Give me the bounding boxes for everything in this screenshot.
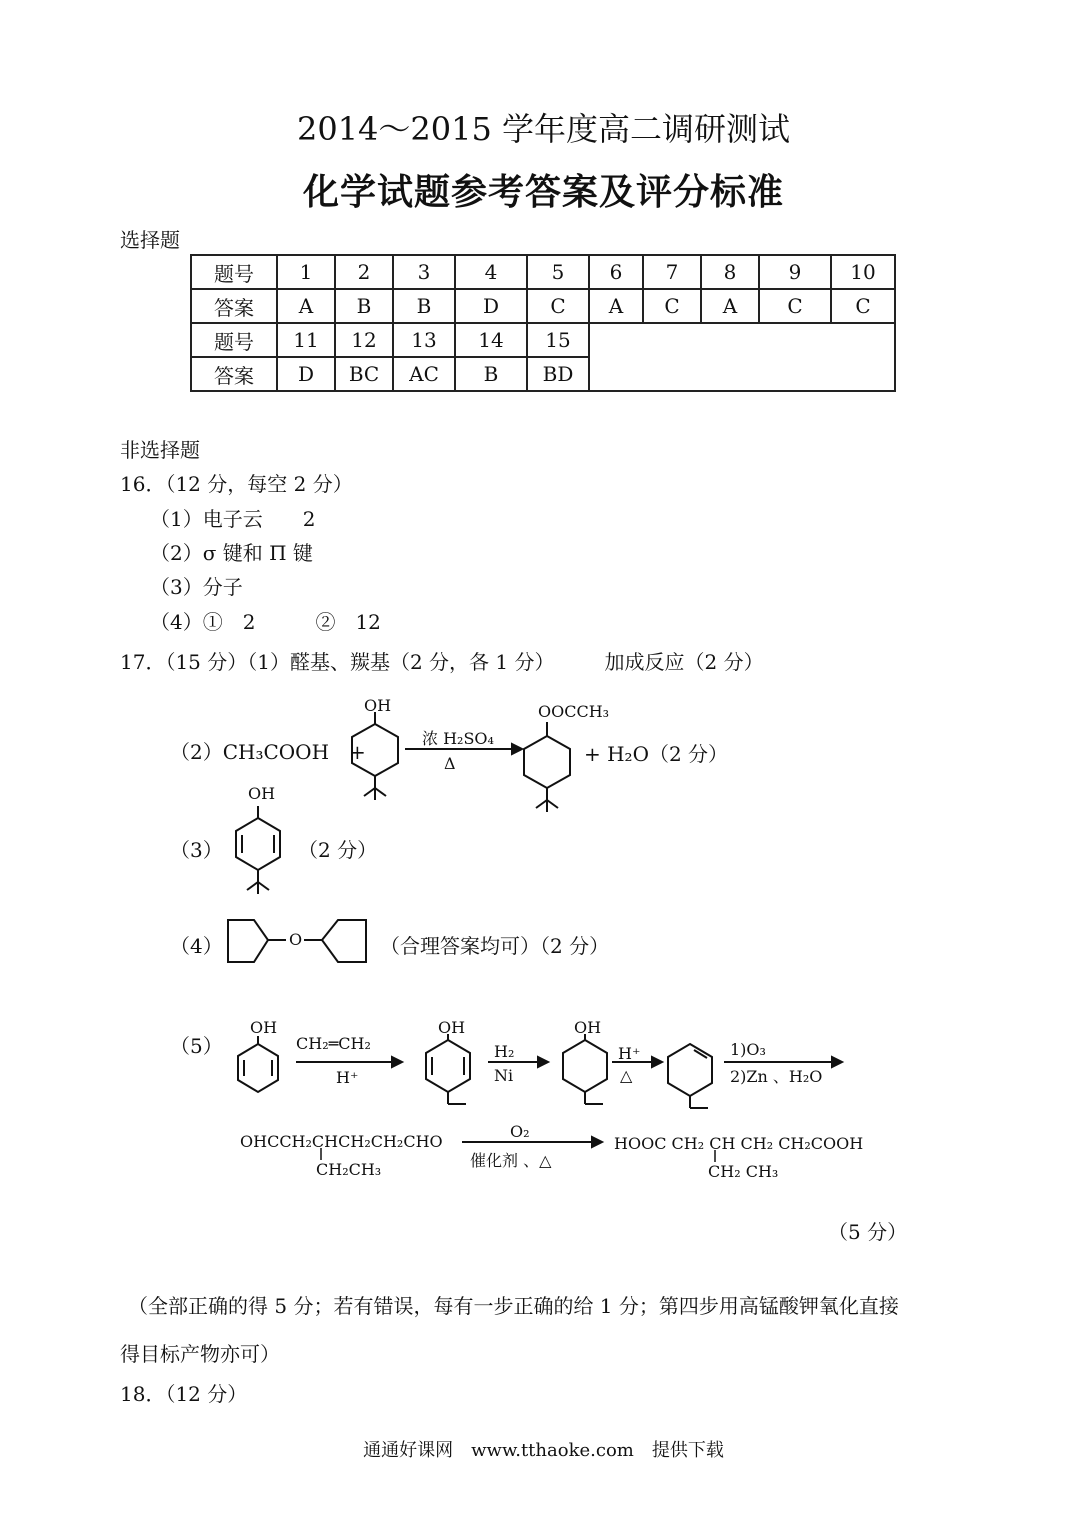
table-cell: 7 <box>643 255 701 289</box>
table-cell: C <box>643 289 701 323</box>
q17-part2-condition-bottom: Δ <box>444 754 456 773</box>
q17-part5-step1-top: CH₂═CH₂ <box>296 1034 371 1053</box>
phenol-benzene-ring <box>236 806 280 894</box>
q17-part5-step2-top: H₂ <box>494 1042 515 1061</box>
synthesis-ethylcyclohexene <box>668 1044 712 1108</box>
table-cell: BD <box>527 357 589 391</box>
row-header: 答案 <box>191 357 277 391</box>
q16-part1: （1）电子云 2 <box>150 507 316 531</box>
table-cell: 9 <box>759 255 831 289</box>
table-cell: C <box>527 289 589 323</box>
q17-part5-oh-ethylphenol: OH <box>438 1018 466 1037</box>
table-cell: C <box>831 289 895 323</box>
nonmc-section-label: 非选择题 <box>120 438 200 462</box>
table-cell: D <box>455 289 527 323</box>
table-cell: B <box>393 289 455 323</box>
table-cell: 15 <box>527 323 589 357</box>
table-cell: 12 <box>335 323 393 357</box>
page-subtitle: 化学试题参考答案及评分标准 <box>302 172 784 213</box>
q17-title: 17．（15 分）（1）醛基、羰基（2 分，各 1 分） 加成反应（2 分） <box>120 650 764 674</box>
table-cell: C <box>759 289 831 323</box>
arrow-step1 <box>296 1057 402 1067</box>
q17-part3-oh: OH <box>248 784 276 803</box>
table-cell: A <box>701 289 759 323</box>
footer-source: 通通好课网 www.tthaoke.com 提供下载 <box>363 1440 724 1461</box>
table-cell: 1 <box>277 255 335 289</box>
q16-title: 16．（12 分，每空 2 分） <box>120 472 353 496</box>
q17-part3-score: （2 分） <box>298 838 378 862</box>
q17-note-line1: （全部正确的得 5 分；若有错误，每有一步正确的给 1 分；第四步用高锰酸钾氧化直接 <box>128 1294 899 1318</box>
table-cell: BC <box>335 357 393 391</box>
table-cell: 6 <box>589 255 643 289</box>
table-cell: B <box>335 289 393 323</box>
q17-part2-tail: + H₂O（2 分） <box>584 742 729 766</box>
synthesis-ethylcyclohexanol <box>563 1034 607 1104</box>
q17-part5-step5-top: O₂ <box>510 1122 530 1141</box>
row-header: 答案 <box>191 289 277 323</box>
q17-part3-label: （3） <box>170 838 223 862</box>
table-cell: 11 <box>277 323 335 357</box>
q17-part4-ether-o: O <box>289 930 303 949</box>
row-header: 题号 <box>191 255 277 289</box>
table-cell: 4 <box>455 255 527 289</box>
q17-part4-note: （合理答案均可）（2 分） <box>380 934 610 958</box>
q17-part5-diacid-branch: CH₂ CH₃ <box>708 1162 779 1181</box>
q17-part5-dialdehyde: OHCCH₂CHCH₂CH₂CHO <box>240 1132 443 1151</box>
synthesis-ethylphenol <box>426 1034 470 1104</box>
product-ester-ring <box>524 722 570 812</box>
q17-part5-step1-bottom: H⁺ <box>336 1068 359 1087</box>
table-cell: B <box>455 357 527 391</box>
q17-part2-product-group: OOCCH₃ <box>538 702 610 721</box>
q16-part2: （2）σ 键和 Π 键 <box>150 541 313 565</box>
mc-section-label: 选择题 <box>120 228 180 252</box>
q17-part5-diacid: HOOC CH₂ CH CH₂ CH₂COOH <box>614 1134 864 1153</box>
q16-part4: （4）① 2 ② 12 <box>150 610 381 634</box>
table-cell: D <box>277 357 335 391</box>
q17-part5-step3-bottom: △ <box>620 1066 633 1085</box>
q17-part5-dialdehyde-branch: CH₂CH₃ <box>316 1160 382 1179</box>
table-cell: 13 <box>393 323 455 357</box>
q17-part5-oh-phenol: OH <box>250 1018 278 1037</box>
q17-part5-label: （5） <box>170 1034 223 1058</box>
q17-part2-condition-top: 浓 H₂SO₄ <box>422 729 494 748</box>
q18-title: 18．（12 分） <box>120 1382 248 1406</box>
table-cell: AC <box>393 357 455 391</box>
q17-part5-score: （5 分） <box>828 1220 908 1244</box>
q17-part5-step4-top: 1)O₃ <box>730 1040 766 1059</box>
q17-note-line2: 得目标产物亦可） <box>120 1342 280 1366</box>
q17-part2-label: （2）CH₃COOH + <box>170 740 366 764</box>
q17-part5-oh-cyclohexanol: OH <box>574 1018 602 1037</box>
table-cell: 3 <box>393 255 455 289</box>
table-cell: 10 <box>831 255 895 289</box>
q17-part5-step4-bottom: 2)Zn 、H₂O <box>730 1067 823 1086</box>
q17-part5-step5-bottom: 催化剂 、△ <box>470 1151 552 1170</box>
table-cell: A <box>277 289 335 323</box>
arrow-step5 <box>462 1137 602 1147</box>
table-cell: 5 <box>527 255 589 289</box>
q17-part4-label: （4） <box>170 934 223 958</box>
table-cell: 8 <box>701 255 759 289</box>
row-header: 题号 <box>191 323 277 357</box>
page-title: 2014～2015 学年度高二调研测试 <box>296 110 791 148</box>
table-cell: A <box>589 289 643 323</box>
table-cell: 2 <box>335 255 393 289</box>
table-cell: 14 <box>455 323 527 357</box>
q17-part5-step2-bottom: Ni <box>494 1066 514 1085</box>
q17-part5-step3-top: H⁺ <box>618 1044 641 1063</box>
synthesis-phenol <box>238 1036 278 1092</box>
q16-part3: （3）分子 <box>150 575 243 599</box>
q17-part2-oh: OH <box>364 696 392 715</box>
